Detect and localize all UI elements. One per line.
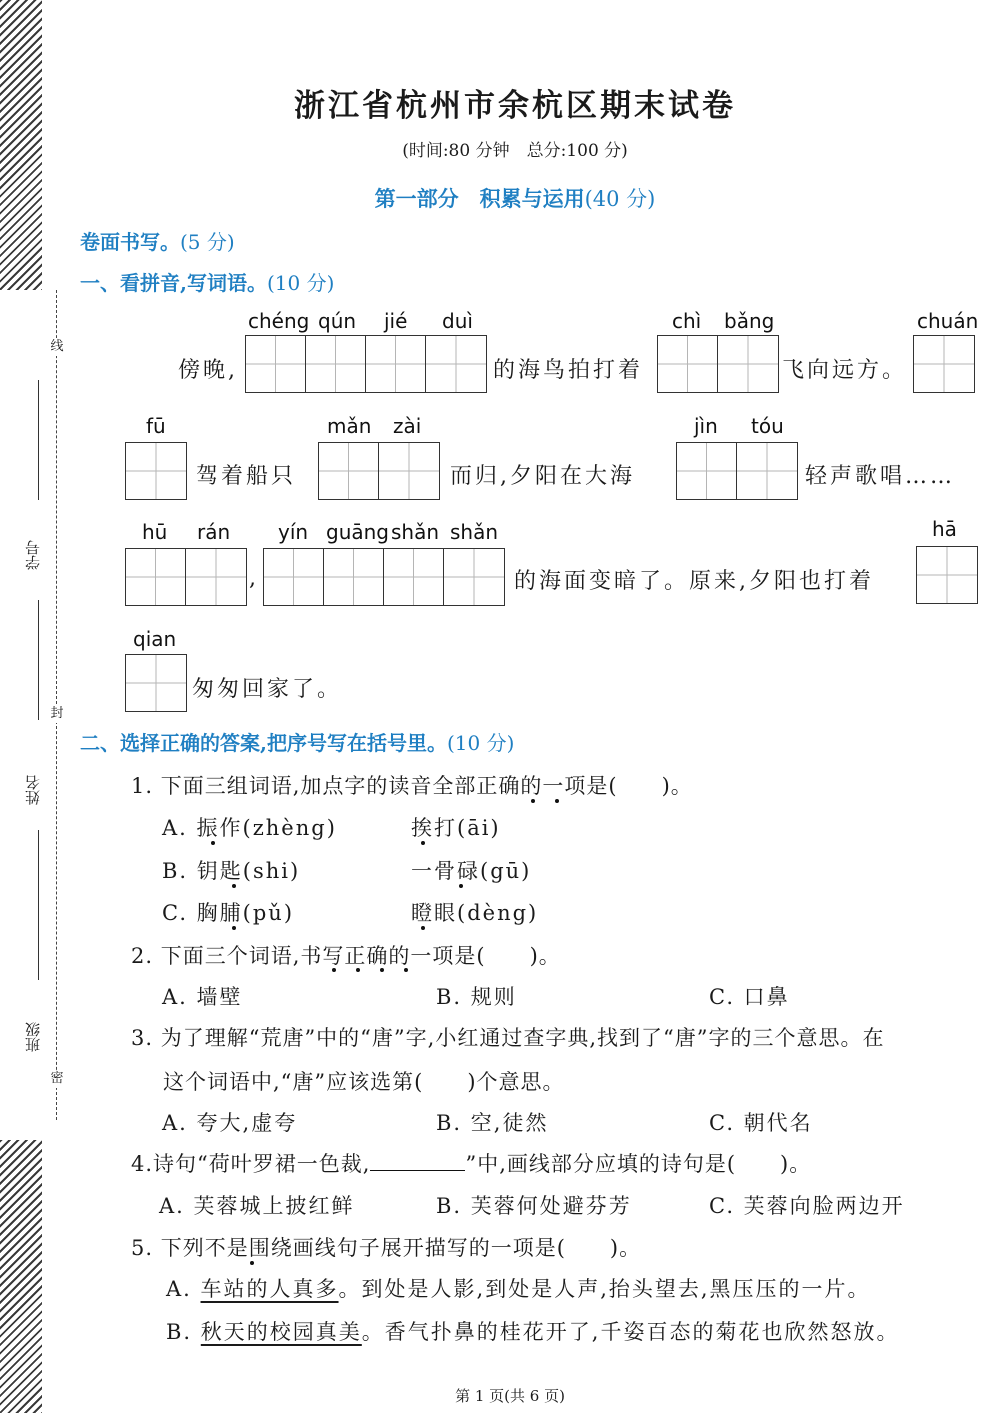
exam-subtitle: (时间:80 分钟 总分:100 分) bbox=[402, 141, 628, 161]
answer-boxes-1[interactable] bbox=[913, 335, 975, 393]
pinyin-label: chuán bbox=[917, 309, 979, 333]
sentence-text: 飞向远方。 bbox=[782, 358, 908, 383]
sentence-text: 而归,夕阳在大海 bbox=[450, 464, 635, 489]
pinyin-label: fū bbox=[146, 414, 166, 438]
emphasis-dot bbox=[380, 968, 384, 972]
q1-option-c-right: 瞪眼(dèng) bbox=[411, 901, 539, 925]
answer-boxes-4[interactable] bbox=[263, 548, 505, 606]
student-id-label: 学号 bbox=[24, 540, 42, 570]
pinyin-label: rán bbox=[197, 520, 231, 544]
seal-line-char: 线 bbox=[48, 338, 66, 356]
sentence-text: 的海鸟拍打着 bbox=[493, 358, 644, 383]
pinyin-label: mǎn bbox=[327, 414, 372, 438]
pinyin-label: duì bbox=[442, 309, 473, 333]
q2-option-c: C. 口鼻 bbox=[709, 985, 790, 1009]
handwriting-points: (5 分) bbox=[180, 230, 235, 254]
answer-cell[interactable] bbox=[126, 549, 186, 605]
q5-option-b bbox=[166, 1316, 899, 1346]
section1-heading bbox=[80, 267, 334, 296]
answer-cell[interactable] bbox=[126, 443, 186, 499]
sentence-text: 驾着船只 bbox=[196, 464, 297, 489]
section1-points: (10 分) bbox=[266, 271, 335, 295]
answer-cell[interactable] bbox=[677, 443, 737, 499]
pinyin-label: shǎn bbox=[450, 520, 499, 544]
q1-option-a-right: 挨打(āi) bbox=[411, 816, 501, 840]
emphasis-dot bbox=[332, 968, 336, 972]
id-write-line bbox=[38, 380, 39, 500]
answer-cell[interactable] bbox=[306, 336, 366, 392]
q5-b-rest: 。香气扑鼻的桂花开了,千姿百态的菊花也欣然怒放。 bbox=[361, 1320, 900, 1344]
q4-stem-suffix: ”中,画线部分应填的诗句是( )。 bbox=[465, 1152, 812, 1176]
emphasis-dot bbox=[555, 799, 559, 803]
pinyin-label: chì bbox=[672, 309, 702, 333]
q2-option-a: A. 墙壁 bbox=[162, 985, 243, 1009]
sentence-text: 轻声歌唱…… bbox=[805, 464, 956, 489]
answer-boxes-4[interactable] bbox=[245, 335, 487, 393]
q4-stem-prefix: 4.诗句“荷叶罗裙一色裁, bbox=[131, 1152, 371, 1176]
answer-cell[interactable] bbox=[319, 443, 379, 499]
q5-a-label: A. bbox=[166, 1277, 192, 1301]
pinyin-label: jié bbox=[384, 309, 408, 333]
q5-option-a bbox=[166, 1273, 871, 1303]
handwriting-heading bbox=[80, 226, 235, 255]
answer-cell[interactable] bbox=[379, 443, 439, 499]
emphasis-dot bbox=[531, 799, 535, 803]
name-write-line bbox=[38, 830, 39, 980]
answer-cell[interactable] bbox=[444, 549, 504, 605]
answer-boxes-2[interactable] bbox=[676, 442, 798, 500]
answer-cell[interactable] bbox=[186, 549, 246, 605]
answer-boxes-1[interactable] bbox=[916, 546, 978, 604]
pinyin-label: qún bbox=[318, 309, 357, 333]
question-3-stem-line1: 3. 为了理解“荒唐”中的“唐”字,小红通过查字典,找到了“唐”字的三个意思。在 bbox=[131, 1026, 885, 1050]
seal-secret-char: 密 bbox=[48, 1070, 66, 1088]
emphasis-dot bbox=[211, 841, 215, 845]
answer-cell[interactable] bbox=[426, 336, 486, 392]
fill-blank-line[interactable] bbox=[370, 1170, 465, 1171]
emphasis-dot bbox=[356, 968, 360, 972]
section1-label: 一、看拼音,写词语。 bbox=[80, 271, 267, 295]
question-5-stem: 5. 下列不是围绕画线句子展开描写的一项是( )。 bbox=[131, 1236, 642, 1260]
q5-b-label: B. bbox=[166, 1320, 193, 1344]
pinyin-label: yín bbox=[278, 520, 309, 544]
pinyin-label: jìn bbox=[694, 414, 718, 438]
emphasis-dot bbox=[250, 1261, 254, 1265]
answer-cell[interactable] bbox=[658, 336, 718, 392]
question-2-stem: 2. 下面三个词语,书写正确的一项是( )。 bbox=[131, 944, 561, 968]
q5-a-rest: 。到处是人影,到处是人声,抬头望去,黑压压的一片。 bbox=[338, 1277, 871, 1301]
q3-option-b: B. 空,徒然 bbox=[436, 1111, 549, 1135]
part-points: (40 分) bbox=[584, 187, 656, 211]
q1-option-a-left: A. 振作(zhèng) bbox=[162, 816, 337, 840]
q2-option-b: B. 规则 bbox=[436, 985, 517, 1009]
answer-cell[interactable] bbox=[718, 336, 778, 392]
part-heading bbox=[0, 183, 1000, 213]
section2-points: (10 分) bbox=[446, 731, 515, 755]
pinyin-label: guāng bbox=[326, 520, 389, 544]
pinyin-label: tóu bbox=[751, 414, 784, 438]
q5-b-underlined: 秋天的校园真美 bbox=[200, 1320, 362, 1344]
q1-option-c-left: C. 胸脯(pǔ) bbox=[162, 901, 295, 925]
question-1-stem: 1. 下面三组词语,加点字的读音全部正确的一项是( )。 bbox=[131, 774, 693, 798]
answer-cell[interactable] bbox=[917, 547, 977, 603]
answer-boxes-2[interactable] bbox=[657, 335, 779, 393]
student-name-label: 姓名 bbox=[24, 775, 42, 805]
question-4-stem bbox=[131, 1148, 811, 1178]
q3-option-a: A. 夸大,虚夸 bbox=[162, 1111, 298, 1135]
page-footer: 第 1 页(共 6 页) bbox=[455, 1387, 565, 1405]
answer-cell[interactable] bbox=[914, 336, 974, 392]
answer-boxes-1[interactable] bbox=[125, 442, 187, 500]
question-3-stem-line2: 这个词语中,“唐”应该选第( )个意思。 bbox=[163, 1070, 565, 1094]
q1-option-b-left: B. 钥匙(shi) bbox=[162, 859, 301, 883]
q3-option-c: C. 朝代名 bbox=[709, 1111, 813, 1135]
pinyin-label: shǎn bbox=[391, 520, 440, 544]
emphasis-dot bbox=[421, 926, 425, 930]
emphasis-dot bbox=[232, 884, 236, 888]
pinyin-label: hā bbox=[932, 517, 957, 541]
pinyin-label: chéng bbox=[248, 309, 310, 333]
answer-boxes-2[interactable] bbox=[125, 548, 247, 606]
emphasis-dot bbox=[232, 926, 236, 930]
sentence-text: 匆匆回家了。 bbox=[192, 677, 343, 702]
q1-option-b-right: 一骨碌(gū) bbox=[411, 859, 532, 883]
emphasis-dot bbox=[459, 884, 463, 888]
class-label: 班级 bbox=[24, 1022, 42, 1052]
part-title: 第一部分 积累与运用 bbox=[374, 186, 585, 211]
pinyin-label: qian bbox=[133, 627, 177, 651]
section2-heading bbox=[80, 727, 514, 756]
section2-label: 二、选择正确的答案,把序号写在括号里。 bbox=[80, 731, 447, 755]
emphasis-dot bbox=[404, 968, 408, 972]
pinyin-label: zài bbox=[393, 414, 422, 438]
exam-title: 浙江省杭州市余杭区期末试卷 bbox=[294, 88, 736, 124]
answer-cell[interactable] bbox=[126, 655, 186, 711]
answer-boxes-2[interactable] bbox=[318, 442, 440, 500]
answer-boxes-1[interactable] bbox=[125, 654, 187, 712]
seal-seal-char: 封 bbox=[48, 705, 66, 723]
q4-option-c: C. 芙蓉向脸两边开 bbox=[709, 1194, 905, 1218]
answer-cell[interactable] bbox=[737, 443, 797, 499]
binding-hatch-bottom bbox=[0, 1140, 42, 1413]
pinyin-label: bǎng bbox=[724, 309, 775, 333]
answer-cell[interactable] bbox=[264, 549, 324, 605]
sentence-text: 的海面变暗了。原来,夕阳也打着 bbox=[514, 569, 874, 594]
pinyin-label: hū bbox=[142, 520, 168, 544]
q4-option-a: A. 芙蓉城上披红鲜 bbox=[159, 1194, 355, 1218]
name-write-line-top bbox=[38, 600, 39, 720]
answer-cell[interactable] bbox=[246, 336, 306, 392]
q4-option-b: B. 芙蓉何处避芬芳 bbox=[436, 1194, 632, 1218]
handwriting-label: 卷面书写。 bbox=[80, 230, 180, 254]
answer-cell[interactable] bbox=[366, 336, 426, 392]
emphasis-dot bbox=[421, 841, 425, 845]
sentence-text: 傍晚, bbox=[178, 358, 238, 383]
q5-a-underlined: 车站的人真多 bbox=[200, 1277, 339, 1301]
sentence-text: , bbox=[249, 566, 259, 591]
answer-cell[interactable] bbox=[384, 549, 444, 605]
answer-cell[interactable] bbox=[324, 549, 384, 605]
